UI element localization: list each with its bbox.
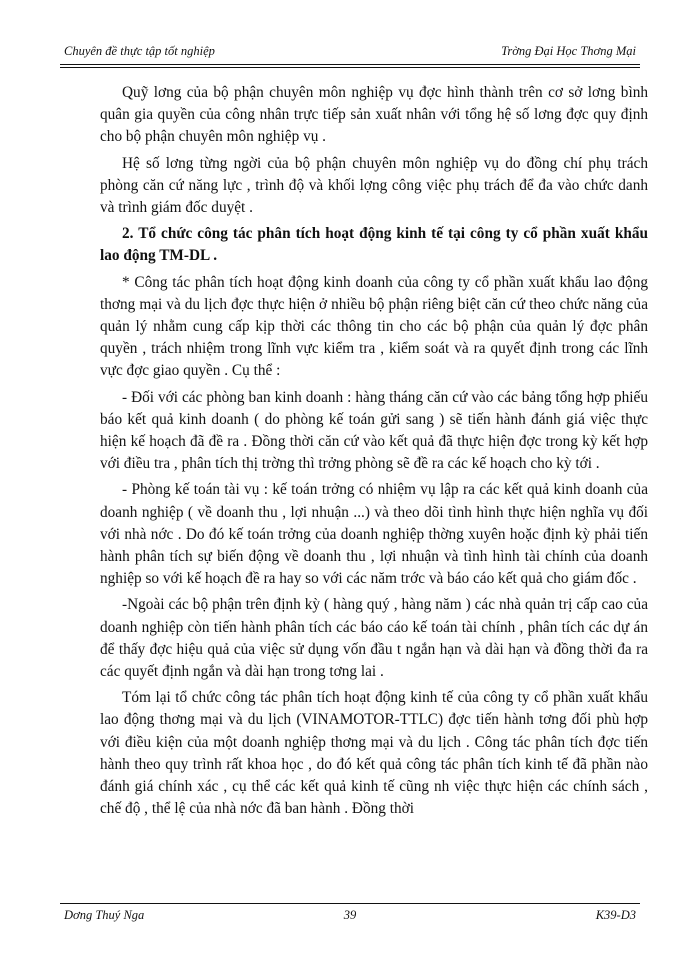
footer-class-code: K39-D3	[595, 908, 636, 922]
section-heading: 2. Tổ chức công tác phân tích hoạt động kinh tế tại công ty cổ phần xuất khẩu lao động TM-DL .	[100, 225, 648, 265]
header-rule-thin	[60, 67, 640, 68]
footer-author: Dơng Thuý Nga	[64, 908, 145, 922]
paragraph: Tóm lại tổ chức công tác phân tích hoạt động kinh tế của công ty cổ phần xuất khẩu lao động thơng mại và du lịch (VINAMOTOR-TTLC) đợc tiến hành tơng đối phù hợp với điều kiện của một doanh nghiệp thơng mại và du lịch . Công tác phân tích đợc tiến hành theo quy trình rất khoa học , do đó kết quả công tác phân tích kinh tế đã phần nào đánh giá chính xác , cụ thể các kết quả kinh tế cũng nh việc thực hiện các chính sách , chế độ , thể lệ của nhà nớc đã ban hành . Đồng thời	[100, 689, 648, 818]
paragraph: Quỹ lơng của bộ phận chuyên môn nghiệp vụ đợc hình thành trên cơ sở lơng bình quân gia quyền của công nhân trực tiếp sản xuất nhân với tổng hệ số lơng đợc quy định cho bộ phận chuyên môn nghiệp vụ .	[100, 84, 648, 146]
page-header	[60, 42, 640, 62]
header-rule	[60, 64, 640, 65]
header-right-text: Trờng Đại Học Thơng Mại	[501, 44, 636, 58]
paragraph: * Công tác phân tích hoạt động kinh doanh của công ty cổ phần xuất khẩu lao động thơng mại và du lịch đợc thực hiện ở nhiều bộ phận riêng biệt căn cứ theo chức năng của quản lý nhằm cung cấp kịp thời các thông tin cho các bộ phận của quản lý đợc phân quyền , trách nhiệm trong lĩnh vực kiểm tra , kiểm soát và ra quyết định trong các lĩnh vực đợc giao quyền . Cụ thể :	[100, 273, 648, 380]
footer-rule	[60, 903, 640, 904]
page-number: 39	[343, 908, 357, 922]
paragraph: - Phòng kế toán tài vụ : kế toán trởng có nhiệm vụ lập ra các kết quả kinh doanh của doanh nghiệp ( về doanh thu , lợi nhuận ...) và theo dõi tình hình thực hiện nghĩa vụ đối với nhà nớc . Do đó kế toán trởng của doanh nghiệp thờng xuyên hoặc định kỳ phải tiến hành phân tích sự biến động về doanh thu , lợi nhuận và tình hình tài chính của doanh nghiệp so với kế hoạch đề ra hay so với các năm trớc và báo cáo kết quả cho giám đốc .	[100, 481, 648, 588]
paragraph: - Đối với các phòng ban kinh doanh : hàng tháng căn cứ vào các bảng tổng hợp phiếu báo kết quả kinh doanh ( do phòng kế toán gửi sang ) sẽ tiến hành đánh giá việc thực hiện kế hoạch đã đề ra . Đồng thời căn cứ vào kết quả đã thực hiện đợc trong kỳ kết hợp với điều tra , phân tích thị trờng thì trởng phòng sẽ đề ra các kế hoạch cho kỳ tới .	[100, 388, 648, 473]
paragraph: Hệ số lơng từng ngời của bộ phận chuyên môn nghiệp vụ do đồng chí phụ trách phòng căn cứ năng lực , trình độ và khối lợng công việc phụ trách để đa vào chức danh và trình giám đốc duyệt .	[100, 154, 648, 217]
body-text	[100, 82, 648, 825]
paragraph: -Ngoài các bộ phận trên định kỳ ( hàng quý , hàng năm ) các nhà quản trị cấp cao của doanh nghiệp còn tiến hành phân tích các báo cáo kế toán tài chính , phân tích các dự án để thấy đợc hiệu quả của việc sử dụng vốn đầu t ngắn hạn và dài hạn và đồng thời đa ra các quyết định ngắn và dài hạn trong tơng lai .	[100, 596, 648, 681]
page-footer	[60, 908, 640, 928]
header-left-text: Chuyên đề thực tập tốt nghiệp	[64, 44, 215, 58]
